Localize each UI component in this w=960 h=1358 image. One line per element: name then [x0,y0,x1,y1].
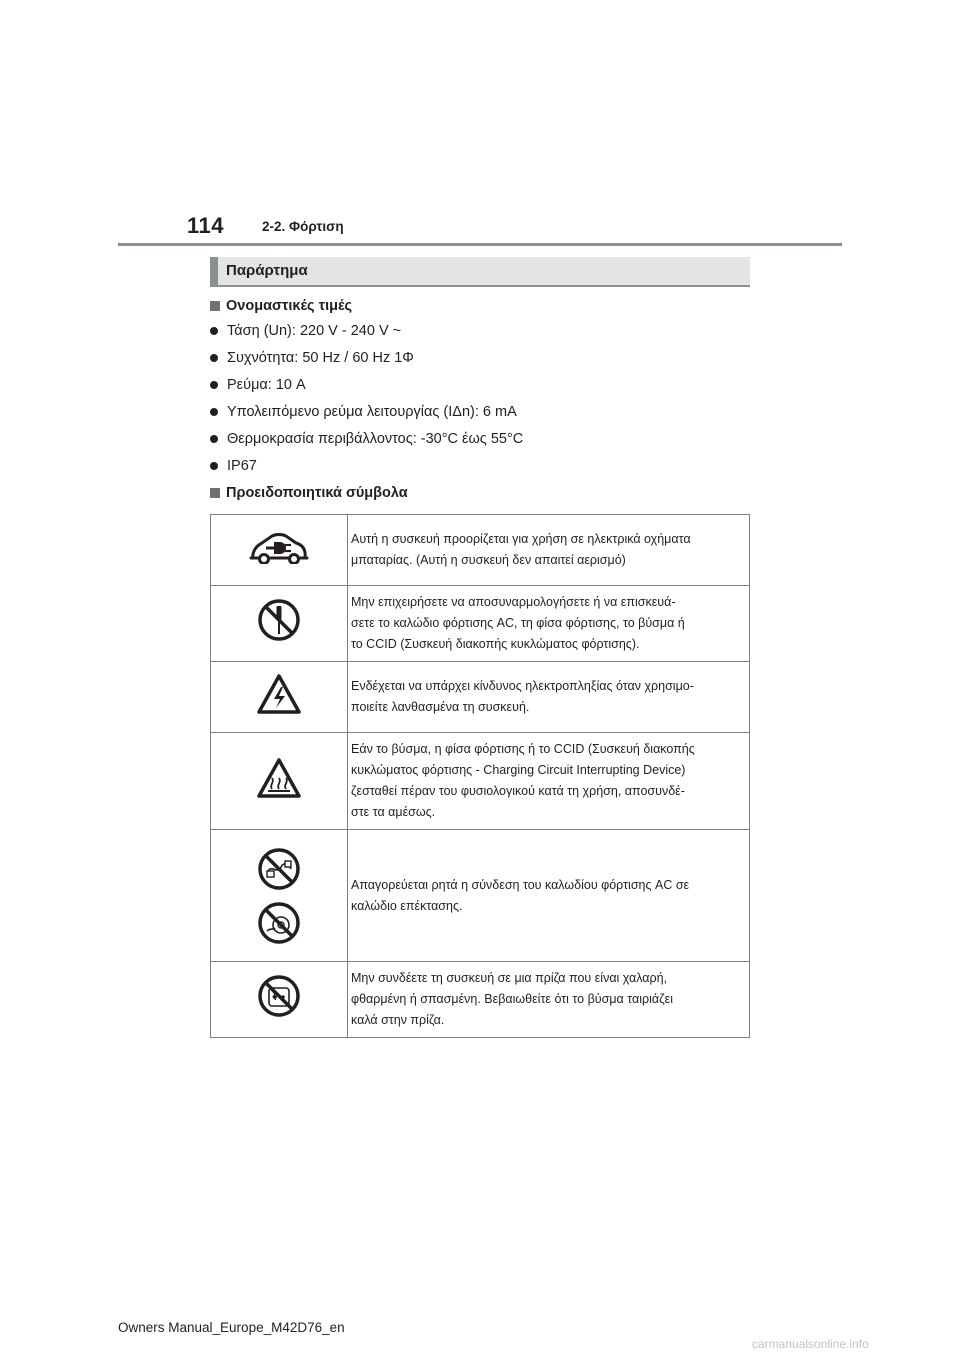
icon-cell [211,830,348,962]
hot-surface-warning-icon [256,757,302,799]
rating-text: Ρεύμα: 10 A [227,377,306,393]
rating-item [210,431,523,447]
warning-text [348,733,750,830]
warning-line: καλά στην πρίζα. [351,1013,445,1027]
bullet-dot-icon [210,381,218,389]
heading-accent-bar [210,257,218,285]
rating-item [210,404,517,420]
square-bullet-icon [210,488,220,498]
rating-item [210,377,306,393]
table-row [211,733,750,830]
icon-cell [211,515,348,586]
bullet-dot-icon [210,462,218,470]
warning-text [348,962,750,1038]
warning-line: καλώδιο επέκτασης. [351,898,463,913]
warning-line: Εάν το βύσμα, η φίσα φόρτισης ή το CCID (Συσκευή διακοπής [351,742,695,756]
rating-item [210,350,414,366]
rating-text: Τάση (Un): 220 V - 240 V ~ [227,323,402,339]
electric-vehicle-plug-icon [248,530,310,564]
warning-symbols-table [210,514,750,1038]
warning-line: μπαταρίας. (Αυτή η συσκευή δεν απαιτεί αερισμό) [351,553,626,567]
table-row [211,586,750,662]
bullet-dot-icon [210,435,218,443]
rating-item [210,323,401,339]
no-extension-reel-icon [257,901,301,945]
header-rule [118,243,842,246]
rating-text: Υπολειπόμενο ρεύμα λειτουργίας (IΔn): 6 mA [227,404,517,420]
icon-cell [211,662,348,733]
warning-text [348,830,750,962]
warning-line: ζεσταθεί πέραν του φυσιολογικού κατά τη χρήση, αποσυνδέ- [351,784,685,798]
warning-line: ποιείτε λανθασμένα τη συσκευή. [351,700,530,714]
bullet-dot-icon [210,327,218,335]
warning-line: σετε το καλώδιο φόρτισης AC, τη φίσα φόρτισης, το βύσμα ή [351,616,685,630]
warning-line: Μην συνδέετε τη συσκευή σε μια πρίζα που είναι χαλαρή, [351,971,668,985]
warning-text [348,662,750,733]
rating-text: IP67 [227,458,257,474]
bullet-dot-icon [210,354,218,362]
table-row [211,830,750,962]
warnings-heading [210,485,408,501]
icon-cell [211,962,348,1038]
warning-text [348,515,750,586]
section-title: 2-2. Φόρτιση [262,219,344,234]
table-row [211,662,750,733]
warning-line: κυκλώματος φόρτισης - Charging Circuit Interrupting Device) [351,763,686,777]
warning-line: φθαρμένη ή σπασμένη. Βεβαιωθείτε ότι το βύσμα ταιριάζει [351,992,673,1006]
warning-line: Ενδέχεται να υπάρχει κίνδυνος ηλεκτροπληξίας όταν χρησιμο- [351,679,694,693]
warning-line: το CCID (Συσκευή διακοπής κυκλώματος φόρτισης). [351,637,640,651]
warning-line: στε τα αμέσως. [351,805,436,819]
table-row [211,515,750,586]
warning-line: Αυτή η συσκευή προορίζεται για χρήση σε ηλεκτρικά οχήματα [351,532,691,546]
no-extension-cord-icon [257,847,301,891]
rating-text: Συχνότητα: 50 Hz / 60 Hz 1Φ [227,350,414,366]
square-bullet-icon [210,301,220,311]
warning-line: Μην επιχειρήσετε να αποσυναρμολογήσετε ή να επισκευά- [351,595,676,609]
rating-text: Θερμοκρασία περιβάλλοντος: -30°C έως 55°C [227,431,524,447]
table-row [211,962,750,1038]
footer-manual-id: Owners Manual_Europe_M42D76_en [118,1320,345,1335]
rating-item [210,458,257,474]
appendix-heading: Παράρτημα [226,262,308,279]
icon-cell [211,733,348,830]
warnings-heading-text: Προειδοποιητικά σύμβολα [226,485,408,501]
bullet-dot-icon [210,408,218,416]
electric-shock-warning-icon [256,673,302,715]
ratings-heading [210,298,352,314]
warning-text [348,586,750,662]
no-disassembly-icon [257,598,301,642]
page-number: 114 [187,213,224,238]
icon-cell [211,586,348,662]
ratings-heading-text: Ονομαστικές τιμές [226,298,353,314]
watermark: carmanualsonline.info [752,1337,869,1351]
appendix-heading-box [210,257,750,287]
no-damaged-outlet-icon [257,974,301,1018]
warning-line: Απαγορεύεται ρητά η σύνδεση του καλωδίου φόρτισης AC σε [351,877,690,892]
